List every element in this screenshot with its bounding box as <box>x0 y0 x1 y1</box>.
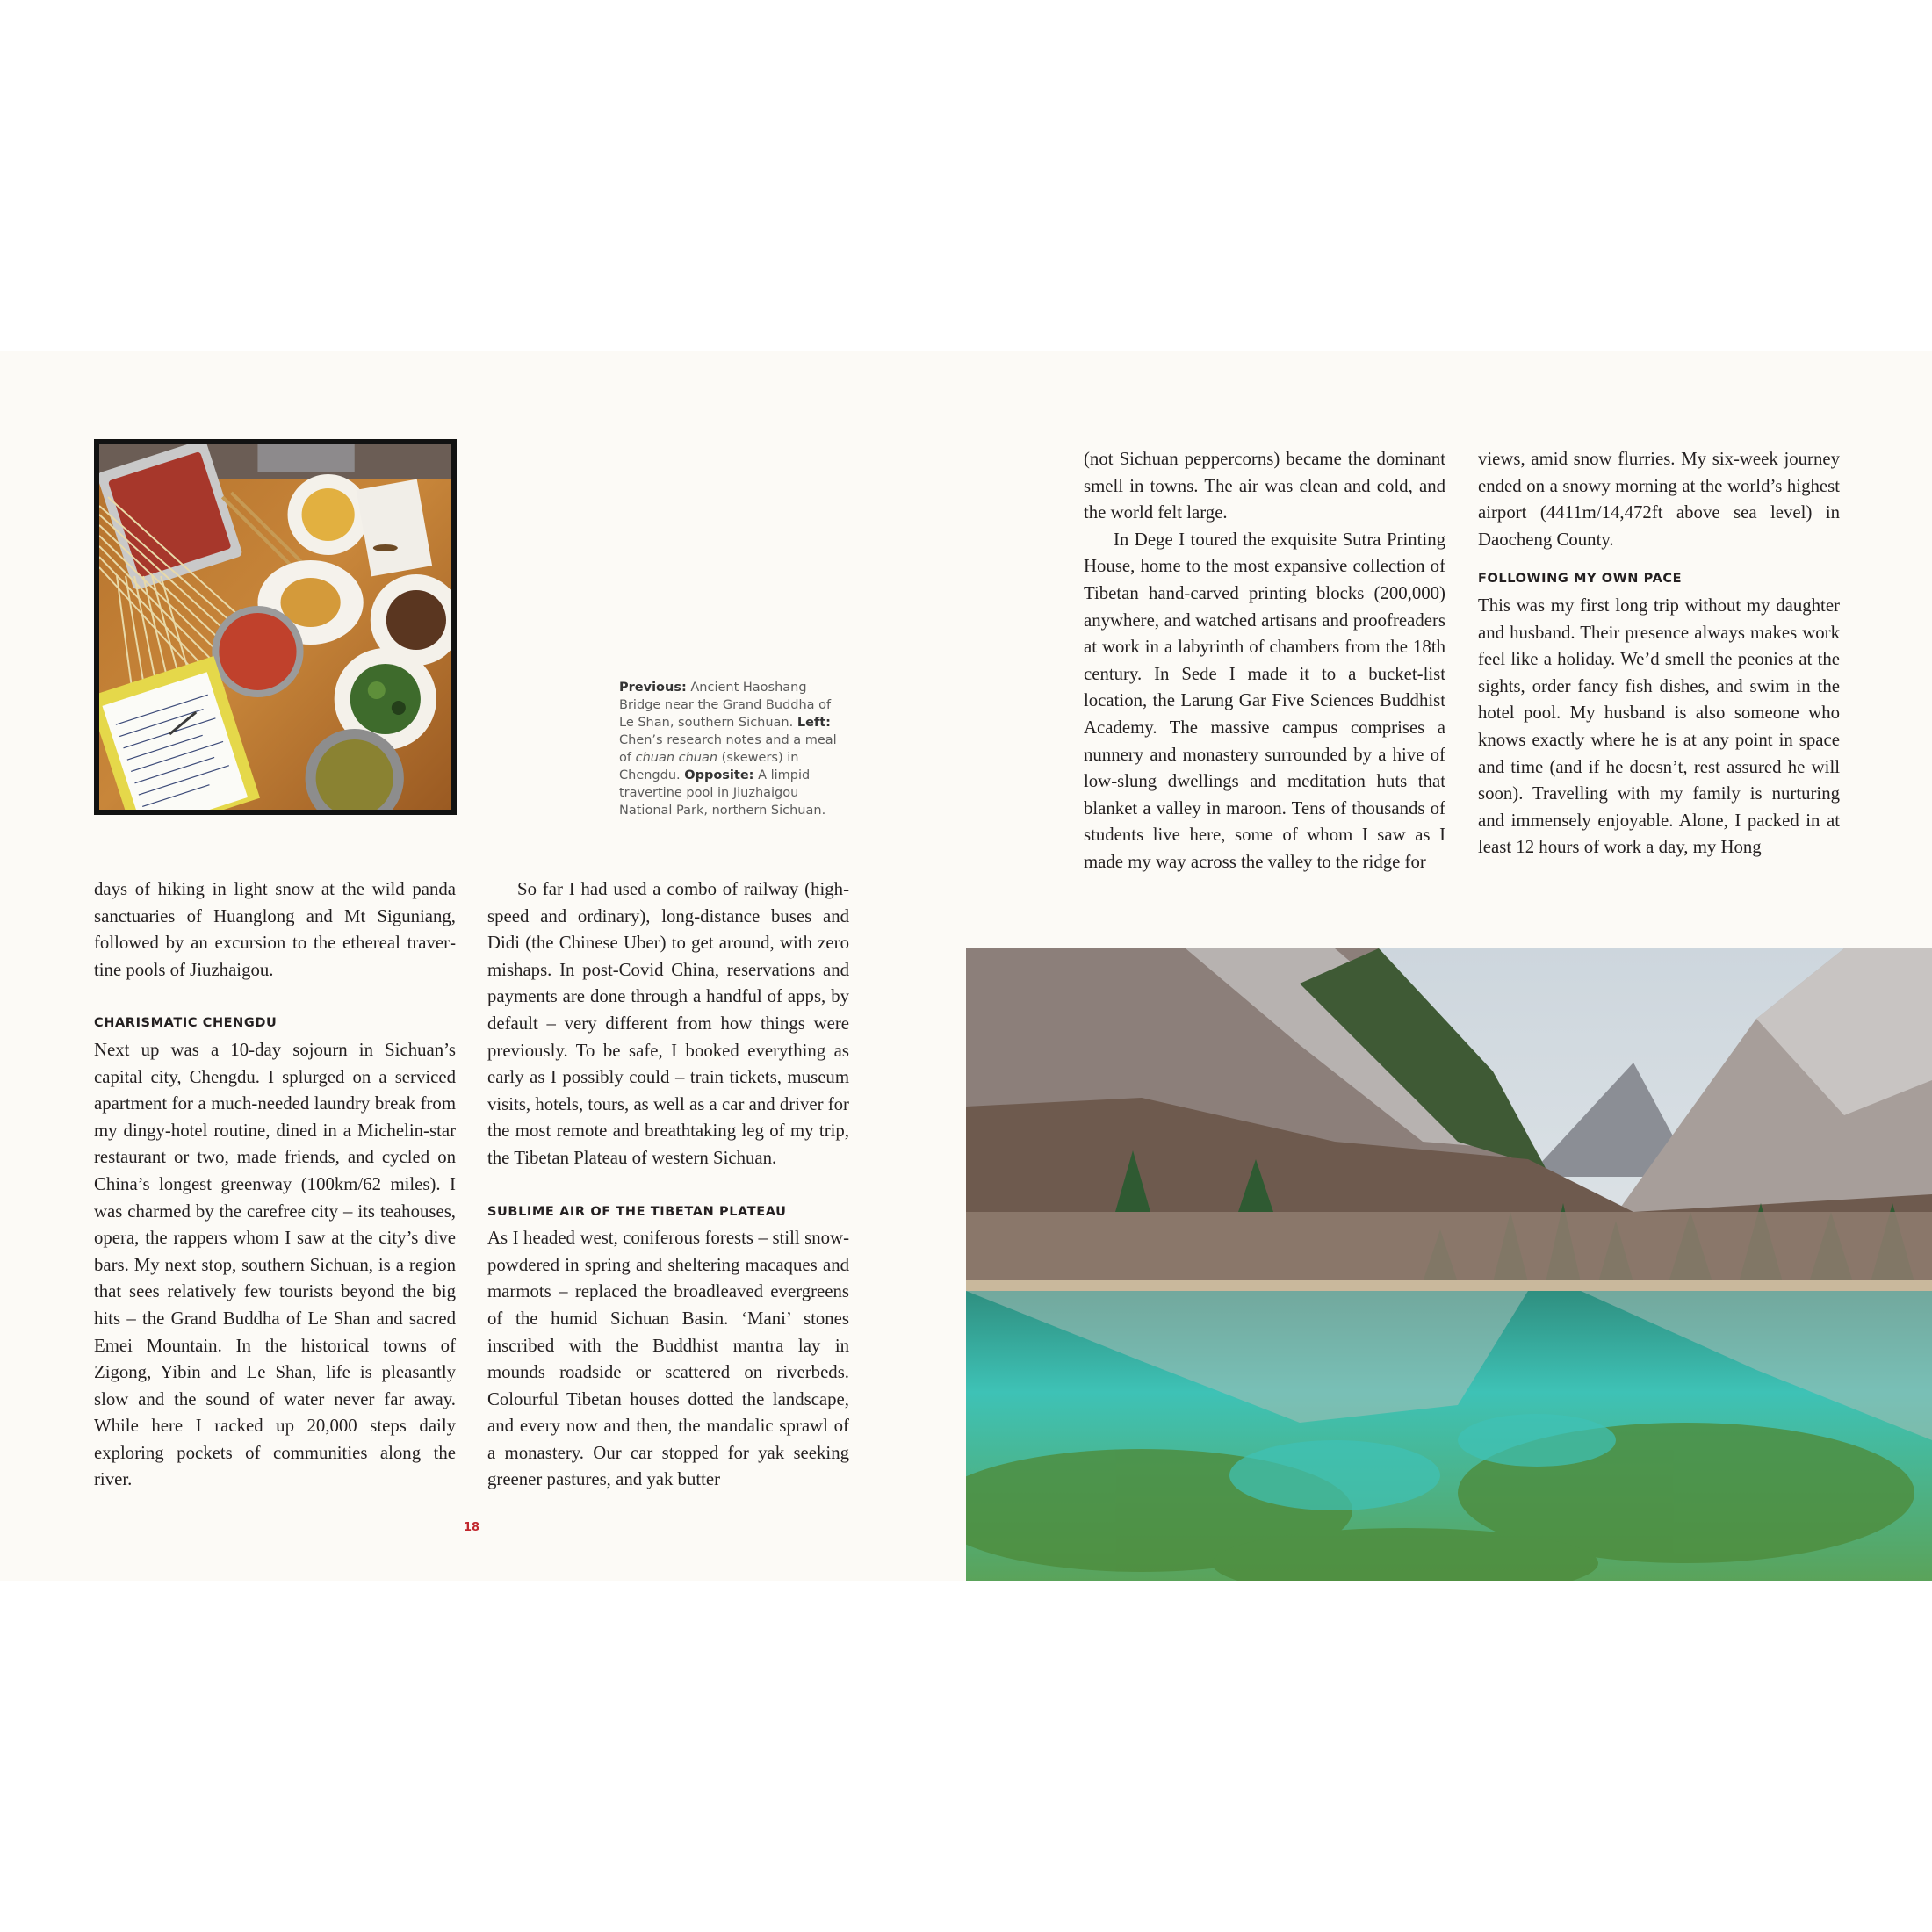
column-4-paragraph-1: views, amid snow flurries. My six-week journey ended on a snowy morning at the world’s highest airport (4411m/14,472ft above sea level) in Daocheng County. <box>1478 449 1840 550</box>
food-photo <box>94 439 457 815</box>
caption-previous-label: Previous: <box>619 681 687 695</box>
column-4 <box>1478 446 1840 861</box>
caption-left-text: Chen’s research notes and a meal of <box>619 733 837 765</box>
lake-photo-image <box>966 948 1932 1581</box>
column-1-paragraph-2: Next up was a 10-day sojourn in Sichuan’s capital city, Chengdu. I splurged on a serviced apartment for a much-needed laundry break from my dingy-hotel routine, dined in a Michelin-star restaurant or two, made friends, and cycled on China’s longest greenway (100km/62 miles). I was charmed by the carefree city – its teahouses, opera, the rappers whom I saw at the city’s dive bars. My next stop, southern Sichuan, is a region that sees relatively few tourists beyond the big hits – the Grand Buddha of Le Shan and sacred Emei Mountain. In the historical towns of Zigong, Yibin and Le Shan, life is pleasantly slow and the sound of water never far away. While here I racked up 20,000 steps daily exploring pockets of communities along the river. <box>94 1039 456 1490</box>
column-3 <box>1084 446 1445 876</box>
column-3-paragraph-1: (not Sichuan peppercorns) became the dominant smell in towns. The air was clean and cold, and the world felt large. <box>1084 449 1445 523</box>
column-4-paragraph-2: This was my first long trip without my daughter and husband. Their presence always makes work feel like a holiday. We’d smell the peonies at the sights, order fancy fish dishes, and swim in the hotel pool. My husband is also someone who knows exactly where he is at any point in space and time (and if he doesn’t, rest assured he will soon). Travelling with my family is nurturing and immensely enjoyable. Alone, I packed in at least 12 hours of work a day, my Hong <box>1478 595 1840 858</box>
column-1 <box>94 876 456 1494</box>
caption-left-italic: chuan chuan <box>635 751 718 765</box>
section-heading-chengdu: CHARISMATIC CHENGDU <box>94 1016 278 1031</box>
caption-opposite-label: Opposite: <box>684 768 754 782</box>
column-2-paragraph-2: As I headed west, coniferous forests – still snow-powdered in spring and sheltering macaques and marmots – replaced the broadleaved evergreens of the humid Sichuan Basin. ‘Mani’ stones inscribed with the Buddhist mantra lay in mounds roadside or scattered on riverbeds. Colourful Tibetan houses dotted the landscape, and every now and then, the mandalic sprawl of a monastery. Our car stopped for yak seeking greener pastures, and yak butter <box>487 1228 849 1490</box>
caption-left-label: Left: <box>797 716 831 730</box>
photo-caption <box>619 679 847 819</box>
column-2-paragraph-1: So far I had used a combo of railway (high-speed and ordinary), long-distance buses and Didi (the Chinese Uber) to get around, with zero mishaps. In post-Covid China, reservations and payments are done through a handful of apps, by default – very different from how things were previously. To be safe, I booked everything as early as I possibly could – train tickets, museum visits, hotels, tours, as well as a car and driver for the most remote and breathtaking leg of my trip, the Tibetan Plateau of western Sichuan. <box>487 879 849 1168</box>
caption-opposite-text: A limpid travertine pool in Jiuzhaigou National Park, northern Sichuan. <box>619 768 826 818</box>
column-2 <box>487 876 849 1494</box>
column-3-paragraph-2: In Dege I toured the exquisite Sutra Printing House, home to the most expansive collection of Tibetan hand-carved printing blocks (200,000) anywhere, and watched artisans and proofreaders at work in a labyrinth of chambers from the 18th century. In Sede I made it to a bucket-list location, the Larung Gar Five Sciences Buddhist Academy. The massive campus comprises a nunnery and monastery surrounded by a hive of low-slung dwellings and meditation huts that blanket a valley in maroon. Tens of thousands of students live here, some of whom I saw as I made my way across the valley to the ridge for <box>1084 529 1445 872</box>
column-1-paragraph-1: days of hiking in light snow at the wild panda sanctuaries of Huanglong and Mt Siguniang, followed by an excursion to the ethereal travertine pools of Jiuzhaigou. <box>94 879 456 980</box>
food-photo-image <box>99 444 451 810</box>
section-heading-tibetan-plateau: SUBLIME AIR OF THE TIBETAN PLATEAU <box>487 1204 787 1219</box>
caption-left-text-2: (skewers) in Chengdu. <box>619 751 799 782</box>
section-heading-own-pace: FOLLOWING MY OWN PACE <box>1478 572 1683 587</box>
page-number: 18 <box>464 1521 480 1534</box>
lake-photo <box>966 948 1932 1581</box>
caption-previous-text: Ancient Haoshang Bridge near the Grand Buddha of Le Shan, southern Sichuan. <box>619 681 832 730</box>
